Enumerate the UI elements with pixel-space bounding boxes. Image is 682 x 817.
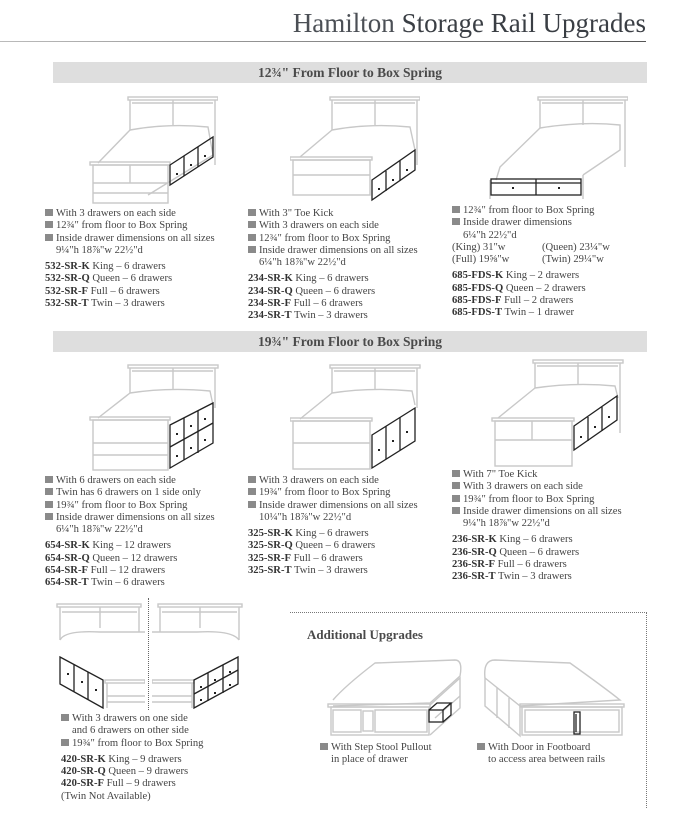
spec-block-325 — [248, 475, 418, 577]
width-full: (Full) 19⅝"w — [452, 254, 510, 266]
spec-bullet: Inside drawer dimensions on all sizes — [452, 506, 622, 518]
spec-bullet: Inside drawer dimensions on all sizes — [248, 245, 418, 257]
sku-desc: Queen – 12 drawers — [92, 552, 178, 564]
sku-line — [248, 528, 418, 540]
sku-desc: Queen – 2 drawers — [505, 282, 586, 294]
drawer-dimensions: 6¼"h 18⅞"w 22½"d — [56, 524, 143, 536]
width-twin: (Twin) 29¼"w — [542, 254, 604, 266]
sku-code: 234-SR-T — [248, 310, 292, 322]
sku-code: 685-FDS-T — [452, 307, 503, 319]
sku-code: 532-SR-Q — [45, 273, 90, 285]
bed-illustration-420-left — [55, 600, 145, 710]
sku-code: 420-SR-F — [61, 778, 104, 790]
sku-line — [452, 307, 632, 319]
spec-bullet: 12¾" from floor to Box Spring — [452, 205, 632, 217]
sku-line — [45, 553, 215, 565]
sku-line — [248, 553, 418, 565]
sku-desc: Queen – 9 drawers — [108, 766, 189, 778]
sku-code: 325-SR-F — [248, 552, 291, 564]
spec-block-234 — [248, 208, 418, 323]
spec-bullet: Inside drawer dimensions on all sizes — [45, 233, 215, 245]
sku-code: 325-SR-Q — [248, 540, 293, 552]
sku-line — [45, 298, 215, 310]
drawer-dimensions: 10¼"h 18⅞"w 22½"d — [259, 511, 352, 523]
drawer-dimensions: 9¼"h 18⅞"w 22½"d — [56, 244, 143, 256]
spec-bullet-continued: in place of drawer — [331, 754, 408, 766]
spec-block-236 — [452, 469, 622, 584]
spec-bullet: 12¾" from floor to Box Spring — [45, 220, 215, 232]
sku-line — [452, 559, 622, 571]
sku-desc: King – 6 drawers — [295, 273, 369, 285]
sku-code: 325-SR-K — [248, 528, 293, 540]
spec-bullet-continued: and 6 drawers on other side — [72, 725, 189, 737]
spec-bullet: With 7" Toe Kick — [452, 469, 622, 481]
sku-line — [45, 273, 215, 285]
spec-bullet: Inside drawer dimensions — [452, 217, 632, 229]
sku-desc: Queen – 6 drawers — [295, 540, 376, 552]
spec-block-654 — [45, 475, 215, 590]
sku-code: 685-FDS-F — [452, 295, 502, 307]
sku-code: 236-SR-F — [452, 559, 495, 571]
sku-code: 685-FDS-Q — [452, 282, 504, 294]
sku-desc: Full – 2 drawers — [504, 295, 574, 307]
sku-code: 236-SR-T — [452, 571, 496, 583]
page-title — [293, 8, 646, 39]
sku-code: 532-SR-F — [45, 285, 88, 297]
sku-desc: King – 12 drawers — [92, 540, 171, 552]
sku-desc: Twin – 3 drawers — [294, 310, 368, 322]
sku-line — [61, 754, 203, 766]
sku-desc: King – 6 drawers — [295, 528, 369, 540]
divider-dotted — [148, 598, 149, 710]
sku-line — [45, 565, 215, 577]
sku-desc: King – 6 drawers — [499, 534, 573, 546]
width-row — [452, 254, 632, 266]
spec-block-532 — [45, 208, 215, 310]
sku-desc: King – 6 drawers — [92, 261, 166, 273]
spec-block-685 — [452, 205, 632, 320]
sku-desc: Queen – 6 drawers — [499, 546, 580, 558]
spec-bullet: Inside drawer dimensions on all sizes — [248, 500, 418, 512]
sku-line — [452, 571, 622, 583]
footboard-door-illustration — [480, 658, 625, 738]
bed-illustration-420-right — [152, 600, 252, 710]
sku-code: 654-SR-T — [45, 577, 89, 589]
spec-bullet: 19¾" from floor to Box Spring — [61, 738, 203, 750]
sku-desc: Twin – 1 drawer — [504, 307, 575, 319]
spec-bullet: 19¾" from floor to Box Spring — [248, 487, 418, 499]
sku-desc: Full – 6 drawers — [293, 552, 363, 564]
sku-line — [45, 540, 215, 552]
sku-desc: Twin – 6 drawers — [91, 577, 165, 589]
sku-line — [452, 534, 622, 546]
sku-line — [45, 286, 215, 298]
spec-bullet: With 6 drawers on each side — [45, 475, 215, 487]
sku-desc: Twin – 3 drawers — [498, 571, 572, 583]
bed-illustration-234 — [290, 95, 420, 205]
bed-illustration-685 — [488, 95, 628, 200]
spec-bullet: With Door in Footboard — [477, 742, 605, 754]
sku-line — [248, 310, 418, 322]
bed-illustration-325 — [290, 363, 422, 471]
sku-desc: Queen – 6 drawers — [295, 285, 376, 297]
drawer-dimensions: 6¼"h 18⅞"w 22½"d — [259, 257, 346, 269]
sku-desc: King – 2 drawers — [505, 270, 580, 282]
sku-code: 654-SR-K — [45, 540, 90, 552]
spec-bullet: Twin has 6 drawers on 1 side only — [45, 487, 215, 499]
sku-desc: King – 9 drawers — [108, 753, 182, 765]
sku-code: 532-SR-K — [45, 261, 90, 273]
bed-illustration-532 — [88, 95, 218, 205]
sku-line — [248, 273, 418, 285]
spec-bullet: Inside drawer dimensions on all sizes — [45, 512, 215, 524]
sku-desc: Twin – 3 drawers — [91, 298, 165, 310]
spec-bullet-continued: to access area between rails — [488, 754, 606, 766]
sku-line — [61, 778, 203, 790]
sku-code: 532-SR-T — [45, 298, 89, 310]
spec-bullet: With 3 drawers on each side — [248, 220, 418, 232]
sku-line — [248, 298, 418, 310]
spec-bullet: 19¾" from floor to Box Spring — [452, 494, 622, 506]
twin-note: (Twin Not Available) — [61, 790, 151, 802]
spec-bullet: With 3 drawers on one side — [61, 713, 203, 725]
sku-line — [45, 577, 215, 589]
sku-code: 234-SR-F — [248, 298, 291, 310]
sku-desc: Full – 6 drawers — [293, 298, 363, 310]
sku-code: 420-SR-K — [61, 753, 106, 765]
title-brand: Hamilton — [292, 8, 395, 38]
sku-line — [452, 547, 622, 559]
sku-line — [248, 540, 418, 552]
section-band-19-3-4: 19¾" From Floor to Box Spring — [53, 331, 647, 352]
sku-code: 420-SR-Q — [61, 766, 106, 778]
sku-code: 236-SR-K — [452, 534, 497, 546]
step-stool-caption — [320, 742, 432, 767]
sku-line — [45, 261, 215, 273]
footboard-door-caption — [477, 742, 605, 767]
sku-code: 325-SR-T — [248, 565, 292, 577]
section-band-12-3-4: 12¾" From Floor to Box Spring — [53, 62, 647, 83]
spec-bullet: With 3" Toe Kick — [248, 208, 418, 220]
bed-illustration-654 — [88, 363, 220, 471]
sku-line — [248, 565, 418, 577]
sku-code: 654-SR-Q — [45, 552, 90, 564]
sku-code: 234-SR-K — [248, 273, 293, 285]
width-king: (King) 31"w — [452, 241, 506, 253]
spec-block-420 — [61, 713, 203, 803]
title-main: Storage Rail Upgrades — [401, 8, 646, 38]
sku-code: 654-SR-F — [45, 565, 88, 577]
sku-code: 234-SR-Q — [248, 285, 293, 297]
spec-bullet: With 3 drawers on each side — [248, 475, 418, 487]
spec-bullet: With 3 drawers on each side — [452, 481, 622, 493]
sku-line — [452, 295, 632, 307]
width-row — [452, 242, 632, 254]
title-rule — [0, 41, 646, 42]
spec-bullet: 12¾" from floor to Box Spring — [248, 233, 418, 245]
sku-line — [248, 286, 418, 298]
spec-bullet: With Step Stool Pullout — [320, 742, 432, 754]
bed-illustration-236 — [490, 358, 625, 468]
sku-code: 236-SR-Q — [452, 546, 497, 558]
drawer-dimensions: 9¼"h 18⅞"w 22½"d — [463, 518, 550, 530]
sku-line — [452, 283, 632, 295]
sku-desc: Full – 9 drawers — [106, 778, 176, 790]
sku-line — [61, 766, 203, 778]
step-stool-illustration — [325, 658, 470, 738]
sku-desc: Full – 6 drawers — [497, 559, 567, 571]
sku-desc: Full – 12 drawers — [90, 565, 166, 577]
spec-bullet: 19¾" from floor to Box Spring — [45, 500, 215, 512]
additional-upgrades-title: Additional Upgrades — [307, 627, 423, 642]
spec-bullet: With 3 drawers on each side — [45, 208, 215, 220]
width-queen: (Queen) 23¼"w — [542, 241, 610, 253]
sku-desc: Twin – 3 drawers — [294, 565, 368, 577]
sku-desc: Full – 6 drawers — [90, 285, 160, 297]
sku-code: 685-FDS-K — [452, 270, 504, 282]
drawer-dimensions: 6¼"h 22½"d — [463, 229, 517, 241]
sku-line — [452, 270, 632, 282]
sku-desc: Queen – 6 drawers — [92, 273, 173, 285]
